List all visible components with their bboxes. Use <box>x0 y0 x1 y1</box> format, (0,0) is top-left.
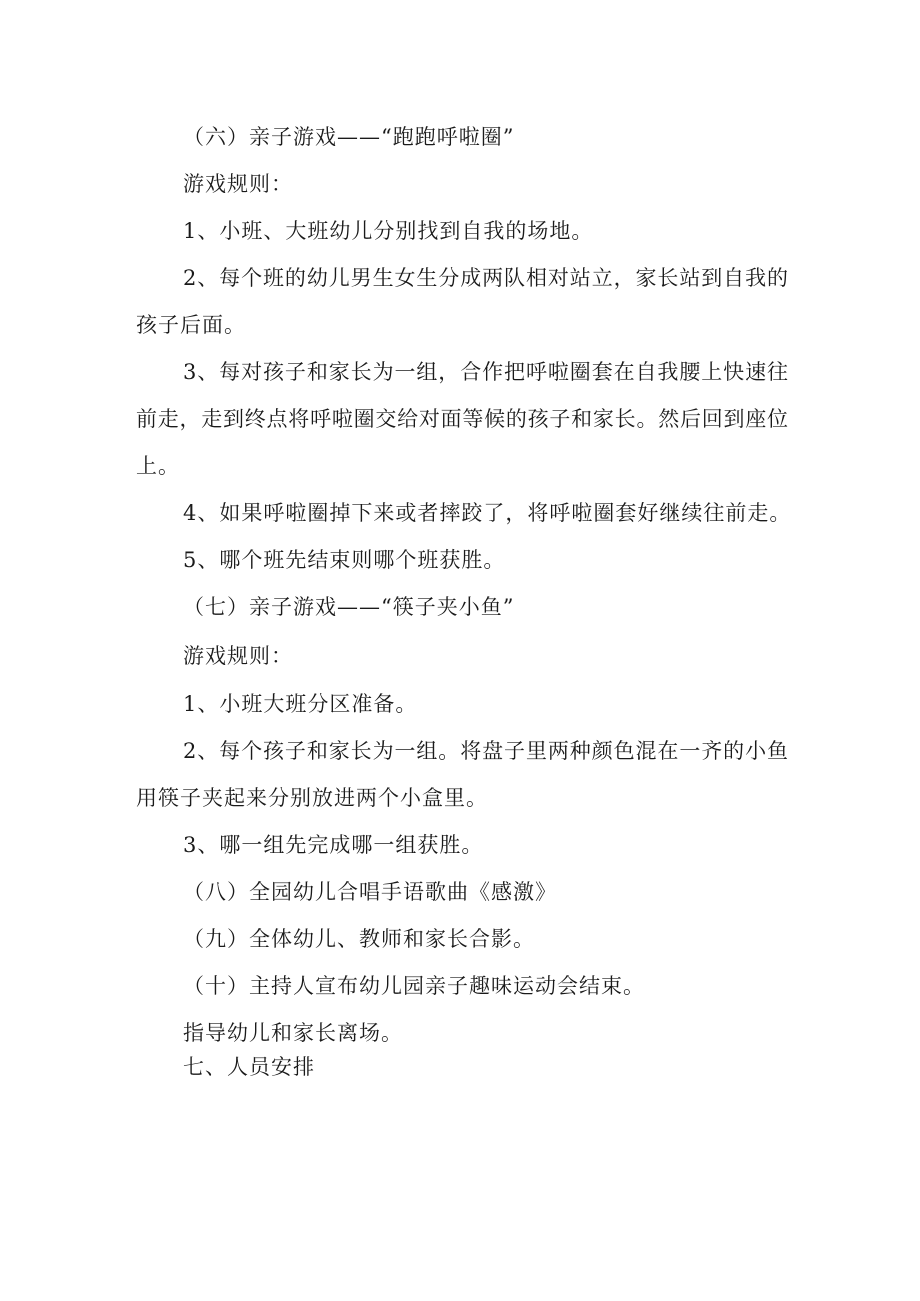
section-8-line: （八）全园幼儿合唱手语歌曲《感激》 <box>183 880 557 904</box>
section-6-rule-3-line-1: 3、每对孩子和家长为一组，合作把呼啦圈套在自我腰上快速往 <box>183 360 788 384</box>
section-7-rules-label: 游戏规则： <box>183 644 293 668</box>
section-6-title: （六）亲子游戏——“跑跑呼啦圈” <box>183 125 515 149</box>
closing-line: 指导幼儿和家长离场。 <box>183 1021 403 1045</box>
section-6-rule-4: 4、如果呼啦圈掉下来或者摔跤了，将呼啦圈套好继续往前走。 <box>183 501 792 525</box>
section-7-rule-2-line-1: 2、每个孩子和家长为一组。将盘子里两种颜色混在一齐的小鱼 <box>183 739 788 763</box>
section-7-rule-1: 1、小班大班分区准备。 <box>183 692 418 716</box>
section-7-rule-3: 3、哪一组先完成哪一组获胜。 <box>183 833 484 857</box>
section-6-rule-5: 5、哪个班先结束则哪个班获胜。 <box>183 548 506 572</box>
section-6-rule-2-line-2: 孩子后面。 <box>136 313 246 337</box>
section-6-rule-1: 1、小班、大班幼儿分别找到自我的场地。 <box>183 219 594 243</box>
section-9-line: （九）全体幼儿、教师和家长合影。 <box>183 927 535 951</box>
section-6-rule-2-line-1: 2、每个班的幼儿男生女生分成两队相对站立，家长站到自我的 <box>183 266 788 290</box>
section-7-rule-2-line-2: 用筷子夹起来分别放进两个小盒里。 <box>136 786 488 810</box>
section-6-rule-3-line-3: 上。 <box>136 454 180 478</box>
section-10-line: （十）主持人宣布幼儿园亲子趣味运动会结束。 <box>183 974 645 998</box>
heading-7-staffing: 七、人员安排 <box>183 1055 315 1079</box>
section-7-title: （七）亲子游戏——“筷子夹小鱼” <box>183 595 515 619</box>
section-6-rule-3-line-2: 前走，走到终点将呼啦圈交给对面等候的孩子和家长。然后回到座位 <box>136 407 788 431</box>
section-6-rules-label: 游戏规则： <box>183 172 293 196</box>
